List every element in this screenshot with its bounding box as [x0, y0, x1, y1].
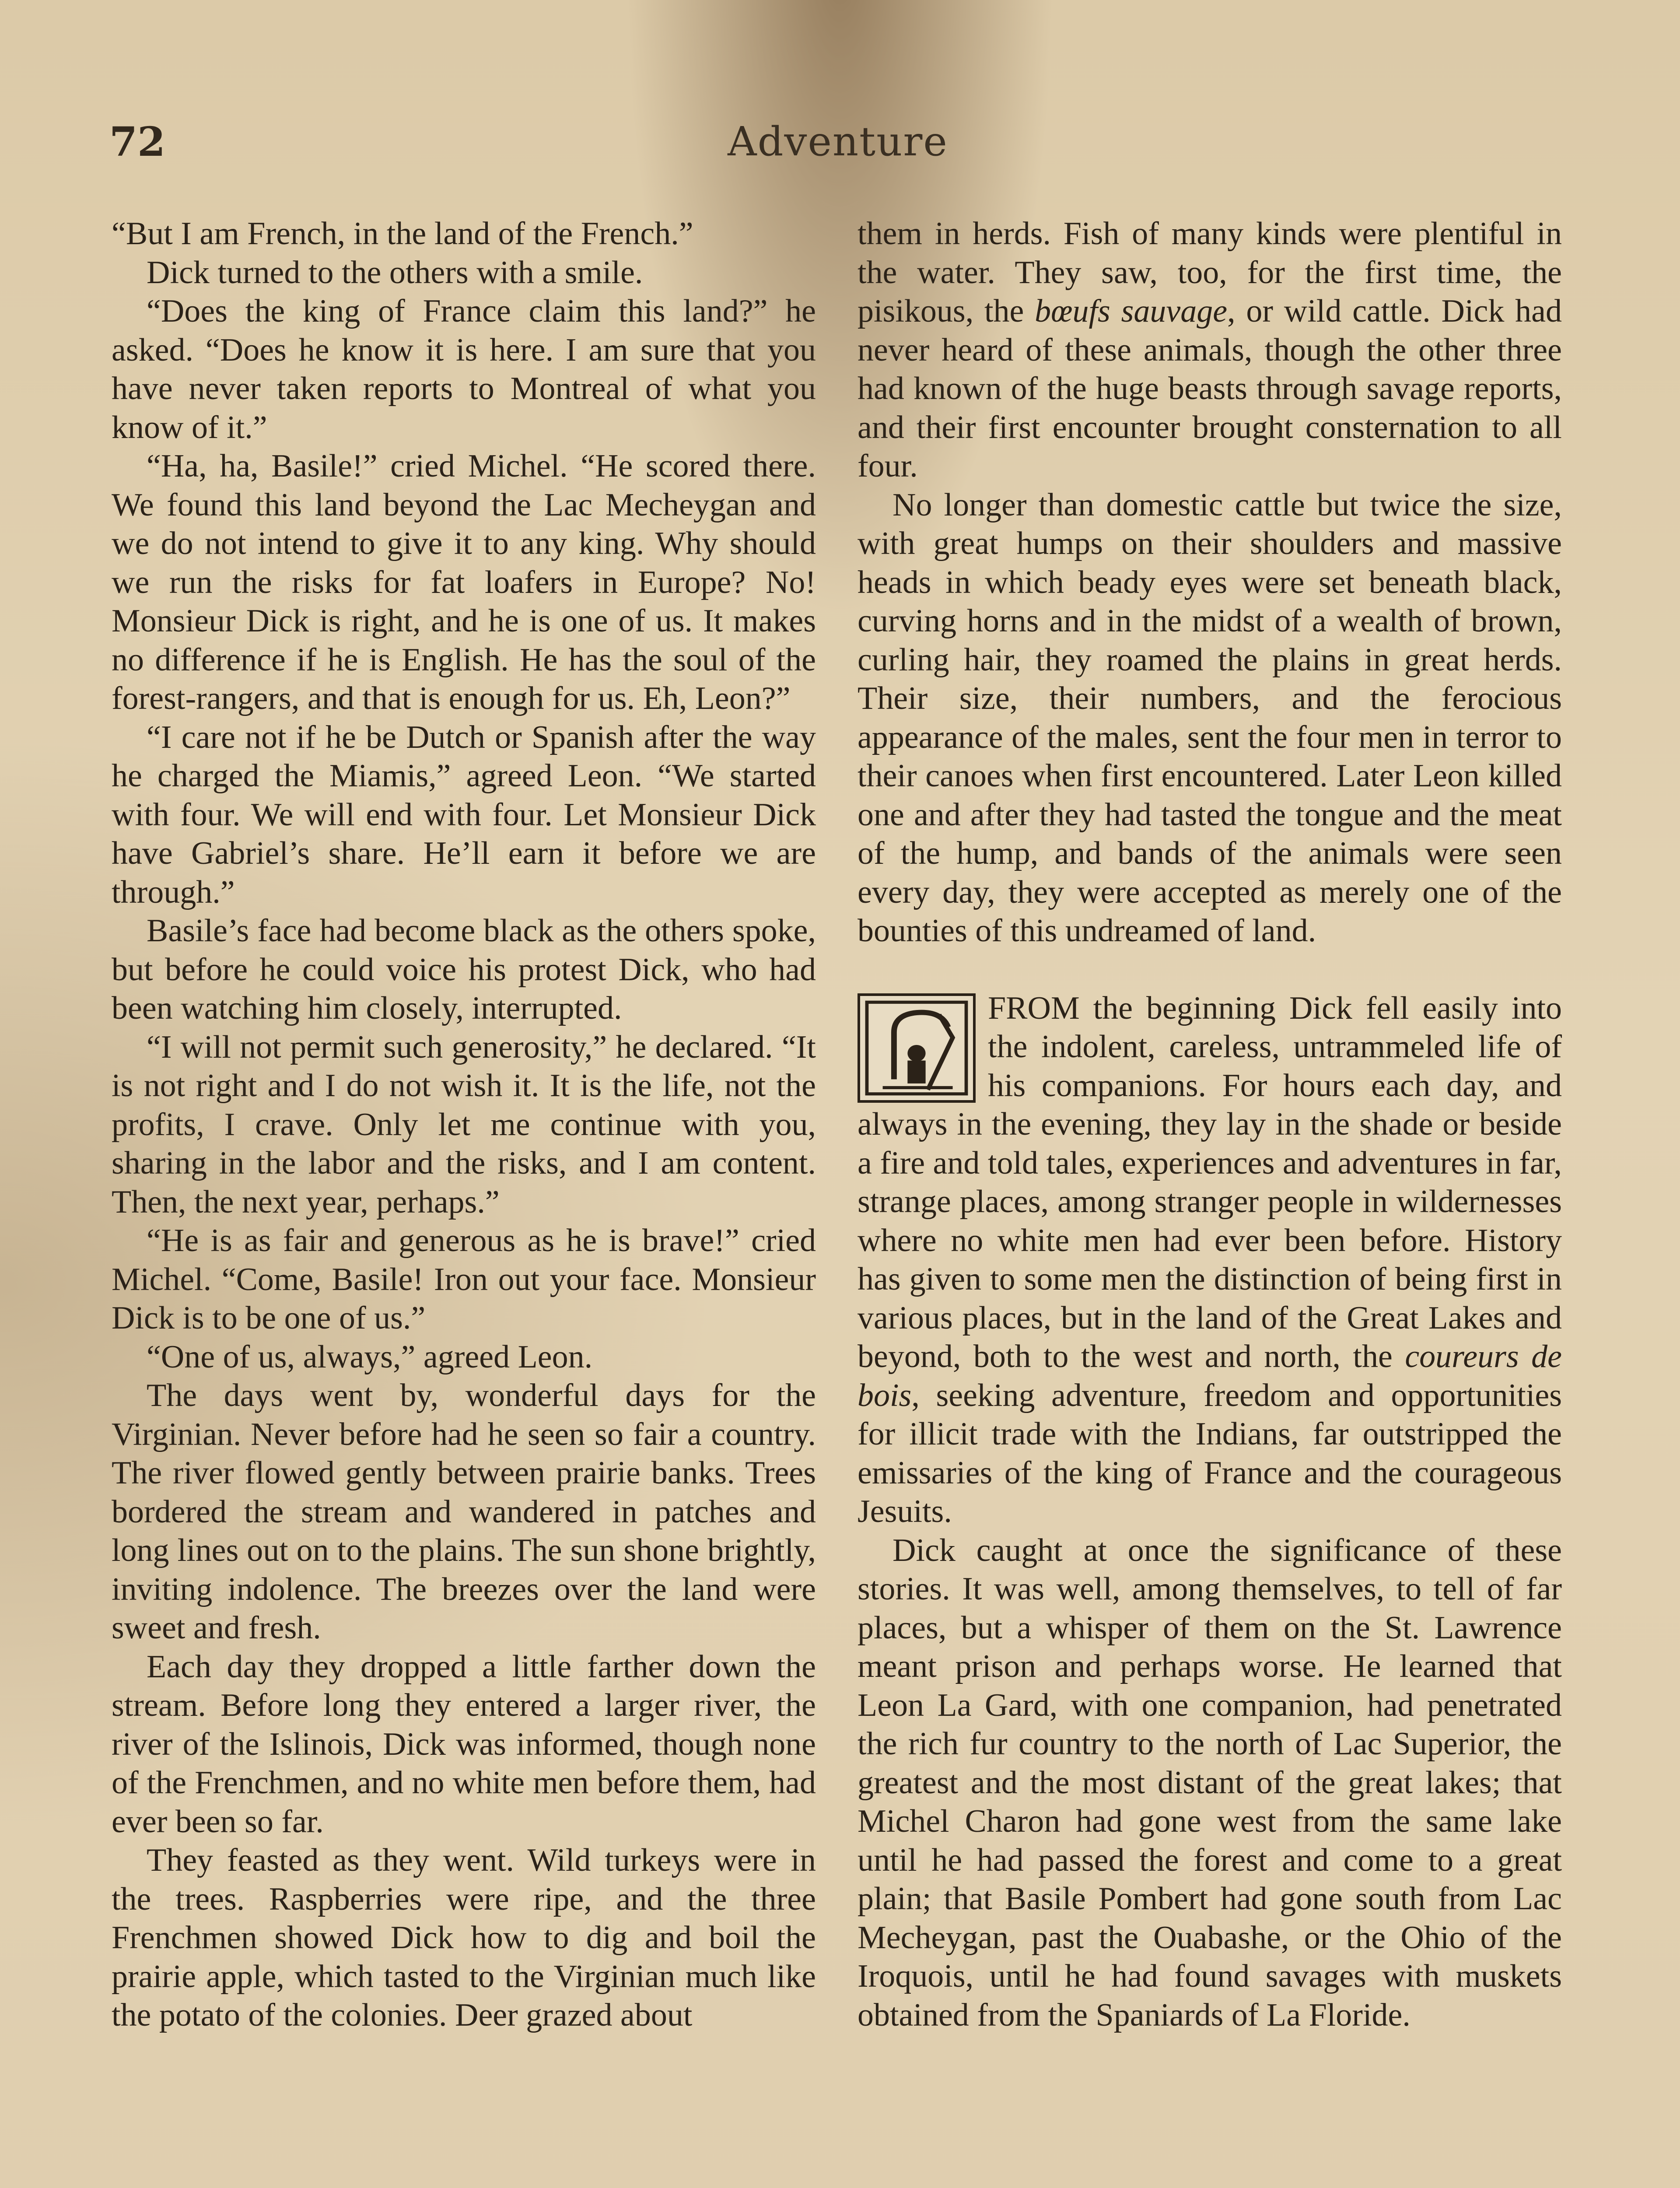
- paragraph: Each day they dropped a little farther down the stream. Before long they entered a larger river, the river of the Islinois, Dick was informed, though none of the Frenchmen, and no white men before them, had ever been so far.: [112, 1648, 816, 1840]
- paragraph: They feasted as they went. Wild turkeys were in the trees. Raspberries were ripe, and the three Frenchmen showed Dick how to dig and boil the prairie apple, which tasted to the Virginian much like the potato of the colonies. Deer grazed about: [112, 1842, 816, 2033]
- paragraph: Basile’s face had become black as the others spoke, but before he could voice his protest Dick, who had been watching him closely, interrupted.: [112, 913, 816, 1026]
- paragraph: Dick turned to the others with a smile.: [147, 254, 643, 291]
- ornament-icon: [858, 993, 976, 1103]
- text-run: them in herds. Fish of many kinds were plentiful in the water. They saw, too, for the first time, the pisikous, the: [858, 216, 1562, 329]
- paragraph: [858, 214, 1562, 486]
- text-run: , seeking adventure, freedom and opportunities for illicit trade with the Indians, far outstripped the emissaries of the king of France and the courageous Jesuits.: [858, 1377, 1562, 1529]
- text-run: FROM the beginning Dick fell easily into the indolent, careless, untrammeled life of his companions. For hours each day, and always in the evening, they lay in the shade or beside a fire and told tales, experiences and adventures in far, strange places, among stranger people in wildernesses where no white men had ever been before. History has given to some men the distinction of being first in various places, but in the land of the Great Lakes and beyond, both to the west and north, the: [858, 990, 1562, 1375]
- paragraph: “He is as fair and generous as he is brave!” cried Michel. “Come, Basile! Iron out your face. Monsieur Dick is to be one of us.”: [112, 1223, 816, 1336]
- paragraph: Dick caught at once the significance of these stories. It was well, among themselves, to tell of far places, but a whisper of them on the St. Lawrence meant prison and perhaps worse. He learned that Leon La Gard, with one companion, had penetrated the rich fur country to the north of Lac Superior, the greatest and the most distant of the great lakes; that Michel Charon had gone west from the same lake until he had passed the forest and come to a great plain; that Basile Pombert had gone south from Lac Mecheygan, past the Ouabashe, or the Ohio of the Iroquois, until he had found savages with muskets obtained from the Spaniards of La Floride.: [858, 1532, 1562, 2033]
- page-number: 72: [109, 118, 166, 165]
- italic-text: coureurs de bois: [858, 1339, 1562, 1413]
- right-column: [858, 214, 1562, 2034]
- paragraph: “Ha, ha, Basile!” cried Michel. “He scored there. We found this land beyond the Lac Mecheygan and we do not intend to give it to any king. Why should we run the risks for fat loafers in Europe? No! Monsieur Dick is right, and he is one of us. It makes no difference if he is English. He has the soul of the forest-rangers, and that is enough for us. Eh, Leon?”: [112, 448, 816, 716]
- left-column: [112, 214, 816, 2035]
- paragraph: “I care not if he be Dutch or Spanish after the way he charged the Miamis,” agreed Leon. “We started with four. We will end with four. Let Monsieur Dick have Gabriel’s share. He’ll earn it before we are through.”: [112, 719, 816, 910]
- page-header: [109, 118, 1566, 175]
- text-run: , or wild cattle. Dick had never heard of these animals, though the other three had known of the huge beasts through savage reports, and their first encounter brought consternation to all four.: [858, 293, 1562, 484]
- paragraph: “One of us, always,” agreed Leon.: [147, 1339, 593, 1375]
- paragraph: “I will not permit such generosity,” he declared. “It is not right and I do not wish it. It is the life, not the profits, I crave. Only let me continue with you, sharing in the labor and the risks, and I am content. Then, the next year, perhaps.”: [112, 1029, 816, 1220]
- italic-text: bœufs sauvage: [1035, 293, 1228, 329]
- paragraph: “But I am French, in the land of the French.”: [112, 216, 693, 252]
- paragraph: [858, 989, 1562, 1531]
- paragraph: The days went by, wonderful days for the Virginian. Never before had he seen so fair a country. The river flowed gently between prairie banks. Trees bordered the stream and wandered in patches and long lines out on to the plains. The sun shone brightly, inviting indolence. The breezes over the land were sweet and fresh.: [112, 1378, 816, 1646]
- paragraph: “Does the king of France claim this land?” he asked. “Does he know it is here. I am sure that you have never taken reports to Montreal of what you know of it.”: [112, 293, 816, 445]
- paragraph: No longer than domestic cattle but twice the size, with great humps on their shoulders and massive heads in which beady eyes were set beneath black, curving horns and in the midst of a wealth of brown, curling hair, they roamed the plains in great herds. Their size, their numbers, and the ferocious appearance of the males, sent the four men in terror to their canoes when first encountered. Later Leon killed one and after they had tasted the tongue and the meat of the hump, and bands of the animals were seen every day, they were accepted as merely one of the bounties of this undreamed of land.: [858, 487, 1562, 949]
- running-head: Adventure: [728, 118, 948, 165]
